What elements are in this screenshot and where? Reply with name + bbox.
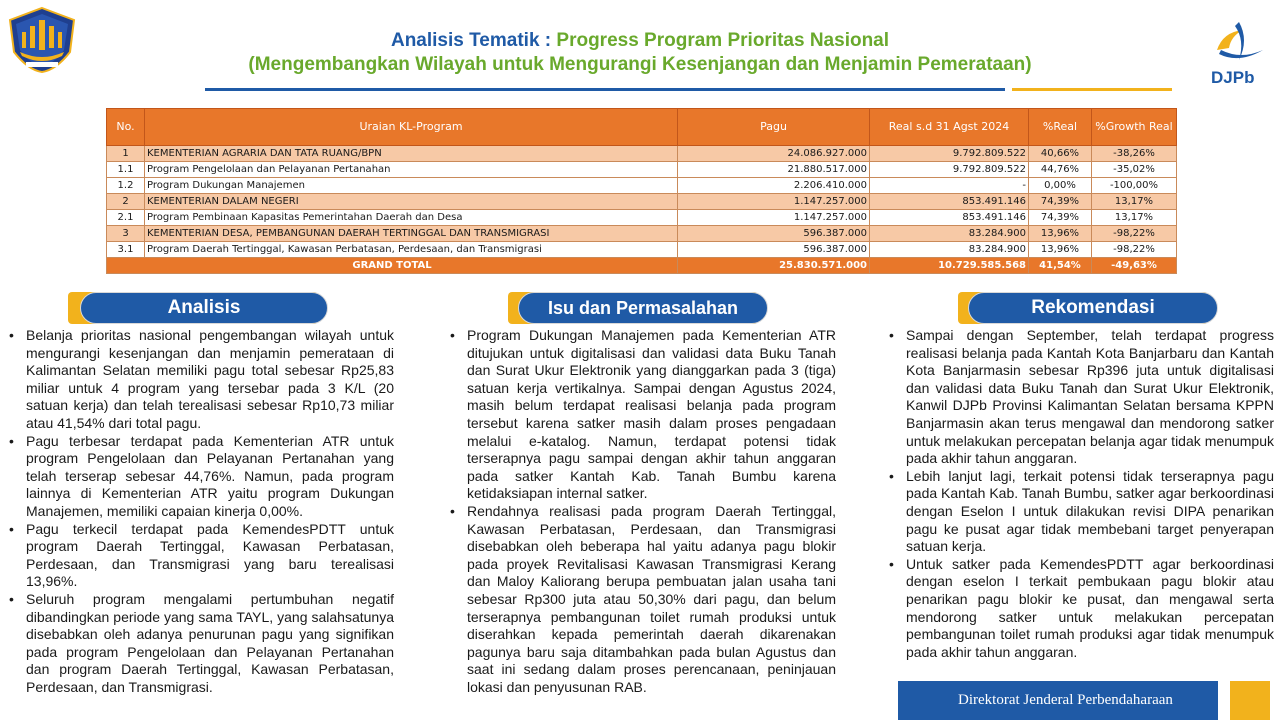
cell-uraian: KEMENTERIAN DALAM NEGERI — [145, 194, 678, 210]
cell-uraian: Program Pembinaan Kapasitas Pemerintahan Daerah dan Desa — [145, 210, 678, 226]
cell-pct-real: 74,39% — [1029, 210, 1092, 226]
grand-total-label: GRAND TOTAL — [107, 258, 678, 274]
cell-uraian: KEMENTERIAN DESA, PEMBANGUNAN DAERAH TERTINGGAL DAN TRANSMIGRASI — [145, 226, 678, 242]
cell-uraian: Program Daerah Tertinggal, Kawasan Perbatasan, Perdesaan, dan Transmigrasi — [145, 242, 678, 258]
title-main: Progress Program Prioritas Nasional — [556, 30, 890, 51]
cell-pagu: 24.086.927.000 — [678, 146, 870, 162]
cell-growth: -98,22% — [1092, 242, 1177, 258]
cell-pct-real: 13,96% — [1029, 242, 1092, 258]
footer-accent — [1230, 681, 1270, 720]
title-divider-yellow — [1012, 88, 1172, 91]
table-row — [107, 226, 1177, 242]
cell-real: - — [870, 178, 1029, 194]
djpb-logo — [1205, 20, 1275, 92]
cell-real: 853.491.146 — [870, 210, 1029, 226]
cell-growth: 13,17% — [1092, 194, 1177, 210]
cell-growth: 13,17% — [1092, 210, 1177, 226]
cell-pagu: 596.387.000 — [678, 226, 870, 242]
isu-content — [447, 327, 836, 696]
cell-no: 2.1 — [107, 210, 145, 226]
cell-pagu: 1.147.257.000 — [678, 210, 870, 226]
cell-real: 9.792.809.522 — [870, 146, 1029, 162]
analisis-title: Analisis — [80, 292, 328, 324]
cell-growth: -38,26% — [1092, 146, 1177, 162]
cell-growth: -98,22% — [1092, 226, 1177, 242]
djpb-mark-icon — [1209, 20, 1269, 66]
rekomendasi-item: • Sampai dengan September, telah terdapat progress realisasi belanja pada Kantah Kota Banjarbaru dan Kantah Kota Banjarmasin sebesar Rp396 juta untuk digitalisasi dan validasi data Buku Tanah dan Surat Ukur Elektronik, Kanwil DJPb Provinsi Kalimantan Selatan bersama KPPN Banjarmasin akan terus mengawal dan mendorong satker untuk melakukan percepatan belanja agar tidak menumpuk pada akhir tahun anggaran. — [886, 327, 1274, 468]
cell-pct-real: 40,66% — [1029, 146, 1092, 162]
col-header-growth: %Growth Real — [1092, 109, 1177, 146]
rekomendasi-item: • Lebih lanjut lagi, terkait potensi tidak terserapnya pagu pada Kantah Kab. Tanah Bumbu, satker agar berkoordinasi dengan Eselon I untuk dilakukan revisi DIPA penarikan pagu ke pusat agar tidak membebani target penyerapan satuan kerja. — [886, 468, 1274, 556]
cell-no: 1.1 — [107, 162, 145, 178]
cell-no: 1 — [107, 146, 145, 162]
analisis-item: • Pagu terkecil terdapat pada KemendesPDTT untuk program Daerah Tertinggal, Kawasan Perbatasan, Perdesaan, dan Transmigrasi yang baru terealisasi 13,96%. — [6, 521, 394, 591]
col-header-uraian: Uraian KL-Program — [145, 109, 678, 146]
rekomendasi-content — [886, 327, 1274, 661]
title-prefix: Analisis Tematik : — [390, 30, 557, 51]
table-row — [107, 162, 1177, 178]
table-row — [107, 242, 1177, 258]
page-subtitle: (Mengembangkan Wilayah untuk Mengurangi Kesenjangan dan Menjamin Pemerataan) — [248, 54, 1032, 75]
cell-pagu: 1.147.257.000 — [678, 194, 870, 210]
table-row — [107, 194, 1177, 210]
cell-uraian: Program Pengelolaan dan Pelayanan Pertanahan — [145, 162, 678, 178]
cell-no: 2 — [107, 194, 145, 210]
cell-real: 83.284.900 — [870, 242, 1029, 258]
rekomendasi-item: • Untuk satker pada KemendesPDTT agar berkoordinasi dengan eselon I terkait pembukaan pagu blokir atau penarikan pagu blokir ke pusat, dan mengawal serta mendorong satker untuk melakukan percepatan pembangunan toilet rumah produksi agar tidak menumpuk pada akhir tahun anggaran. — [886, 556, 1274, 662]
cell-uraian: Program Dukungan Manajemen — [145, 178, 678, 194]
grand-total-pct: 41,54% — [1029, 258, 1092, 274]
rekomendasi-title: Rekomendasi — [968, 292, 1218, 324]
cell-pct-real: 13,96% — [1029, 226, 1092, 242]
title-divider-blue — [205, 88, 1005, 91]
isu-title: Isu dan Permasalahan — [518, 292, 768, 324]
col-header-pct-real: %Real — [1029, 109, 1092, 146]
cell-growth: -100,00% — [1092, 178, 1177, 194]
cell-pct-real: 74,39% — [1029, 194, 1092, 210]
kemenkeu-emblem-icon — [6, 6, 78, 74]
grand-total-real: 10.729.585.568 — [870, 258, 1029, 274]
cell-growth: -35,02% — [1092, 162, 1177, 178]
cell-no: 3.1 — [107, 242, 145, 258]
rekomendasi-header — [958, 292, 1220, 324]
cell-pct-real: 0,00% — [1029, 178, 1092, 194]
table-row — [107, 178, 1177, 194]
cell-pagu: 2.206.410.000 — [678, 178, 870, 194]
grand-total-growth: -49,63% — [1092, 258, 1177, 274]
cell-real: 83.284.900 — [870, 226, 1029, 242]
cell-real: 9.792.809.522 — [870, 162, 1029, 178]
col-header-pagu: Pagu — [678, 109, 870, 146]
col-header-real: Real s.d 31 Agst 2024 — [870, 109, 1029, 146]
table-row — [107, 210, 1177, 226]
analisis-item: • Belanja prioritas nasional pengembangan wilayah untuk mengurangi kesenjangan dan menjamin pemerataan di Kalimantan Selatan memiliki pagu total sebesar Rp25,83 miliar untuk 4 program yang tersebar pada 3 K/L (20 satuan kerja) dan telah terealisasi sebesar Rp10,73 miliar atau 41,54% dari total pagu. — [6, 327, 394, 433]
table-header-row — [107, 109, 1177, 146]
isu-item: • Rendahnya realisasi pada program Daerah Tertinggal, Kawasan Perbatasan, Perdesaan, dan Transmigrasi disebabkan oleh beberapa hal yaitu adanya pagu blokir pada proyek Revitalisasi Kawasan Transmigrasi Kerang dan Maloy Kaliorang berupa pembuatan jalan usaha tani sebesar Rp300 juta atau 50,30% dari pagu, dan belum terserapnya pembangunan toilet rumah produksi untuk diserahkan kepada pemerintah daerah dikarenakan pagunya baru saja ditambahkan pada bulan Agustus dan saat ini sedang dalam proses perencanaan, peninjauan lokasi dan penyusunan RAB. — [447, 503, 836, 697]
cell-real: 853.491.146 — [870, 194, 1029, 210]
grand-total-row — [107, 258, 1177, 274]
analisis-item: • Seluruh program mengalami pertumbuhan negatif dibandingkan periode yang sama TAYL, yang salahsatunya disebabkan oleh adanya penurunan pagu yang signifikan pada program Pengelolaan dan Pelayanan Pertanahan dan program Daerah Tertinggal, Kawasan Perbatasan, Perdesaan, dan Transmigrasi. — [6, 591, 394, 697]
analisis-item: • Pagu terbesar terdapat pada Kementerian ATR untuk program Pengelolaan dan Pelayanan Pertanahan yang telah terserap sebesar 44,76%. Namun, pada program lainnya di Kementerian ATR yaitu program Dukungan Manajemen, memiliki capaian kinerja 0,00%. — [6, 433, 394, 521]
isu-header — [508, 292, 770, 324]
analisis-header — [68, 292, 330, 324]
cell-pct-real: 44,76% — [1029, 162, 1092, 178]
page-title — [130, 29, 1150, 77]
isu-item: • Program Dukungan Manajemen pada Kementerian ATR ditujukan untuk digitalisasi dan validasi data Buku Tanah dan Surat Ukur Elektronik yang dianggarkan pada 3 (tiga) satuan kerja vertikalnya. Sampai dengan Agustus 2024, masih belum terdapat realisasi belanja pada program tersebut karena satker masih dalam proses pengadaan melalui e-katalog. Namun, terdapat potensi tidak terserapnya pagu sampai dengan akhir tahun anggaran pada satker Kantah Kab. Tanah Bumbu karena ketidaksiapan internal satker. — [447, 327, 836, 503]
budget-table — [106, 108, 1177, 274]
footer-label: Direktorat Jenderal Perbendaharaan — [898, 681, 1218, 720]
col-header-no: No. — [107, 109, 145, 146]
djpb-logo-text: DJPb — [1211, 68, 1255, 87]
cell-pagu: 596.387.000 — [678, 242, 870, 258]
cell-no: 1.2 — [107, 178, 145, 194]
cell-uraian: KEMENTERIAN AGRARIA DAN TATA RUANG/BPN — [145, 146, 678, 162]
grand-total-pagu: 25.830.571.000 — [678, 258, 870, 274]
analisis-content — [6, 327, 394, 696]
cell-no: 3 — [107, 226, 145, 242]
table-row — [107, 146, 1177, 162]
cell-pagu: 21.880.517.000 — [678, 162, 870, 178]
